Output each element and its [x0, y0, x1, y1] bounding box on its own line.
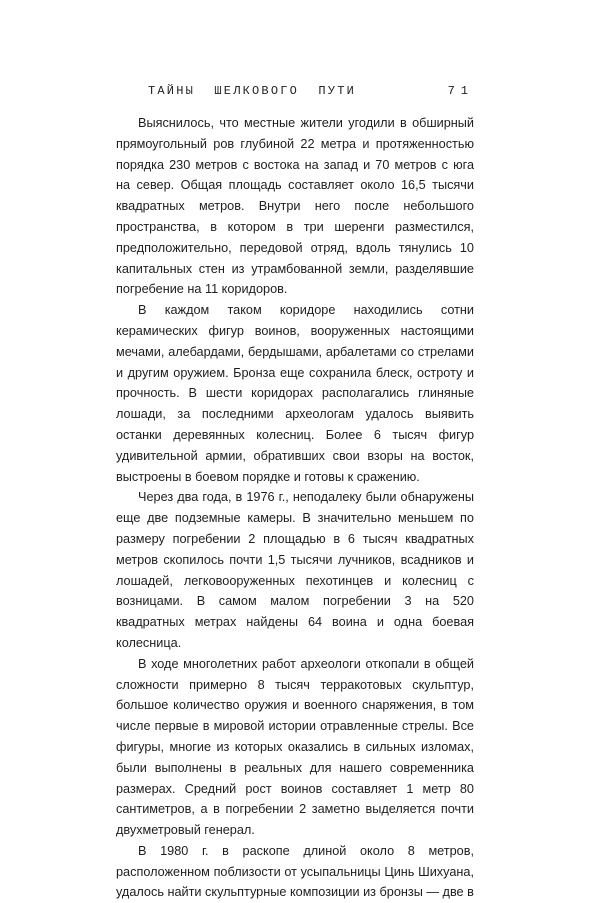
- paragraph: В 1980 г. в раскопе длиной около 8 метров, расположенном поблизости от усыпальницы Цинь Шихуана, удалось найти скульптурные композиции из бронзы — две в: [116, 843, 474, 900]
- paragraph: В ходе многолетних работ археологи откопали в общей сложности примерно 8 тысяч терракотовых скульптур, большое количество оружия и военного снаряжения, в том числе первые в мировой истории отравленные стрелы. Все фигуры, многие из которых оказались в сильных изломах, были выполнены в реальных для нашего современника размерах. Средний рост воинов составляет 1 метр 80 сантиметров, а в погребении 2 заметно выделяется почти двухметровый генерал.: [116, 656, 474, 838]
- page-number: 71: [447, 84, 474, 98]
- paragraph: В каждом таком коридоре находились сотни керамических фигур воинов, вооруженных настоящими мечами, алебардами, бердышами, арбалетами со стрелами и другим оружием. Бронза еще сохранила блеск, остроту и прочность. В шести коридорах располагались глиняные лошади, за последними археологам удалось выявить останки деревянных колесниц. Более 6 тысяч фигур удивительной армии, обративших свои взоры на восток, выстроены в боевом порядке и готовы к сражению.: [116, 303, 474, 484]
- paragraph: Через два года, в 1976 г., неподалеку были обнаружены еще две подземные камеры. В значительно меньшем по размеру погребении 2 площадью в 6 тысяч квадратных метров скопилось почти 1,5 тысячи лучников, всадников и лошадей, легковооруженных пехотинцев и колесниц с возницами. В самом малом погребении 3 на 520 квадратных метрах найдены 64 воина и одна боевая колесница.: [116, 490, 474, 650]
- running-head-title: ТАЙНЫ ШЕЛКОВОГО ПУТИ: [148, 84, 357, 98]
- body-text: [116, 113, 474, 903]
- running-head: [116, 84, 474, 100]
- paragraph: Выяснилось, что местные жители угодили в обширный прямоугольный ров глубиной 22 метра и протяженностью порядка 230 метров с востока на запад и 70 метров с юга на север. Общая площадь составляет около 16,5 тысячи квадратных метров. Внутри него после небольшого пространства, в котором в три шеренги разместился, предположительно, передовой отряд, вдоль тянулись 10 капитальных стен из утрамбованной земли, разделявшие погребение на 11 коридоров.: [116, 116, 474, 297]
